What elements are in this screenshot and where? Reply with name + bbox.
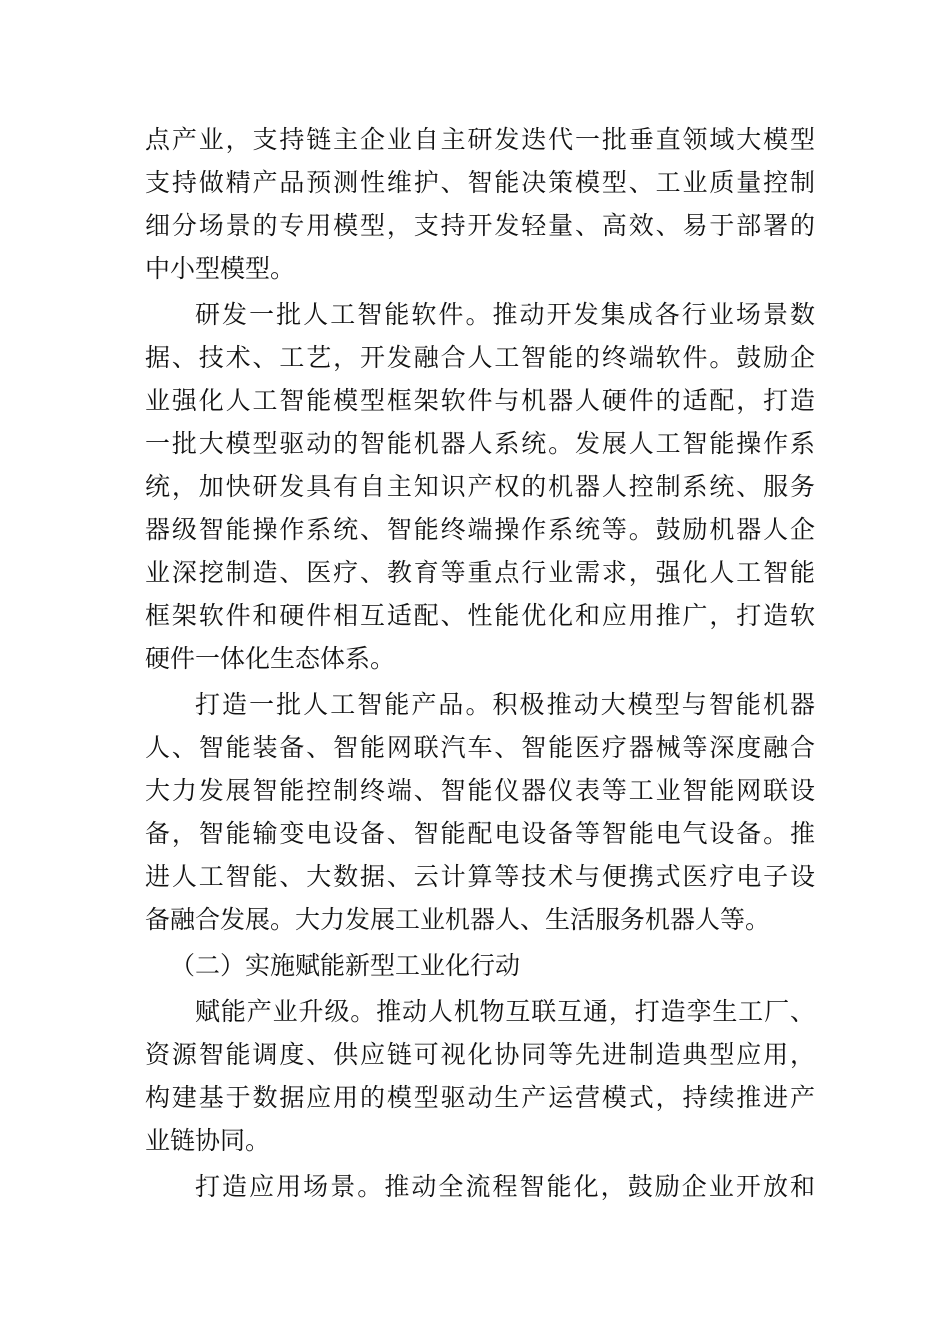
- text-line: 赋能产业升级。推动人机物互联互通，打造孪生工厂、: [195, 997, 815, 1026]
- section-heading: （二）实施赋能新型工业化行动: [170, 951, 521, 980]
- text-line: 硬件一体化生态体系。: [145, 644, 396, 673]
- text-line: 业强化人工智能模型框架软件与机器人硬件的适配，打造: [145, 386, 815, 415]
- text-line: 支持做精产品预测性维护、智能决策模型、工业质量控制: [145, 168, 815, 197]
- text-line: 细分场景的专用模型，支持开发轻量、高效、易于部署的: [145, 211, 815, 240]
- text-line: 一批大模型驱动的智能机器人系统。发展人工智能操作系: [145, 429, 815, 458]
- text-line: 打造一批人工智能产品。积极推动大模型与智能机器: [195, 690, 815, 719]
- text-line: 大力发展智能控制终端、智能仪器仪表等工业智能网联设: [145, 776, 815, 805]
- text-line: 业链协同。: [145, 1126, 271, 1155]
- text-line: 人、智能装备、智能网联汽车、智能医疗器械等深度融合: [145, 733, 815, 762]
- text-line: 备融合发展。大力发展工业机器人、生活服务机器人等。: [145, 905, 771, 934]
- text-line: 据、技术、工艺，开发融合人工智能的终端软件。鼓励企: [145, 343, 815, 372]
- text-line: 打造应用场景。推动全流程智能化，鼓励企业开放和: [195, 1172, 815, 1201]
- text-line: 研发一批人工智能软件。推动开发集成各行业场景数: [195, 300, 815, 329]
- text-line: 中小型模型。: [145, 254, 296, 283]
- text-line: 业深挖制造、医疗、教育等重点行业需求，强化人工智能: [145, 558, 815, 587]
- text-line: 资源智能调度、供应链可视化协同等先进制造典型应用，: [145, 1040, 815, 1069]
- text-line: 备，智能输变电设备、智能配电设备等智能电气设备。推: [145, 819, 815, 848]
- text-line: 统，加快研发具有自主知识产权的机器人控制系统、服务: [145, 472, 815, 501]
- text-line: 进人工智能、大数据、云计算等技术与便携式医疗电子设: [145, 862, 815, 891]
- text-line: 器级智能操作系统、智能终端操作系统等。鼓励机器人企: [145, 515, 815, 544]
- text-line: 构建基于数据应用的模型驱动生产运营模式，持续推进产: [145, 1083, 815, 1112]
- text-line: 框架软件和硬件相互适配、性能优化和应用推广，打造软: [145, 601, 815, 630]
- text-line: 点产业，支持链主企业自主研发迭代一批垂直领域大模型: [145, 125, 815, 154]
